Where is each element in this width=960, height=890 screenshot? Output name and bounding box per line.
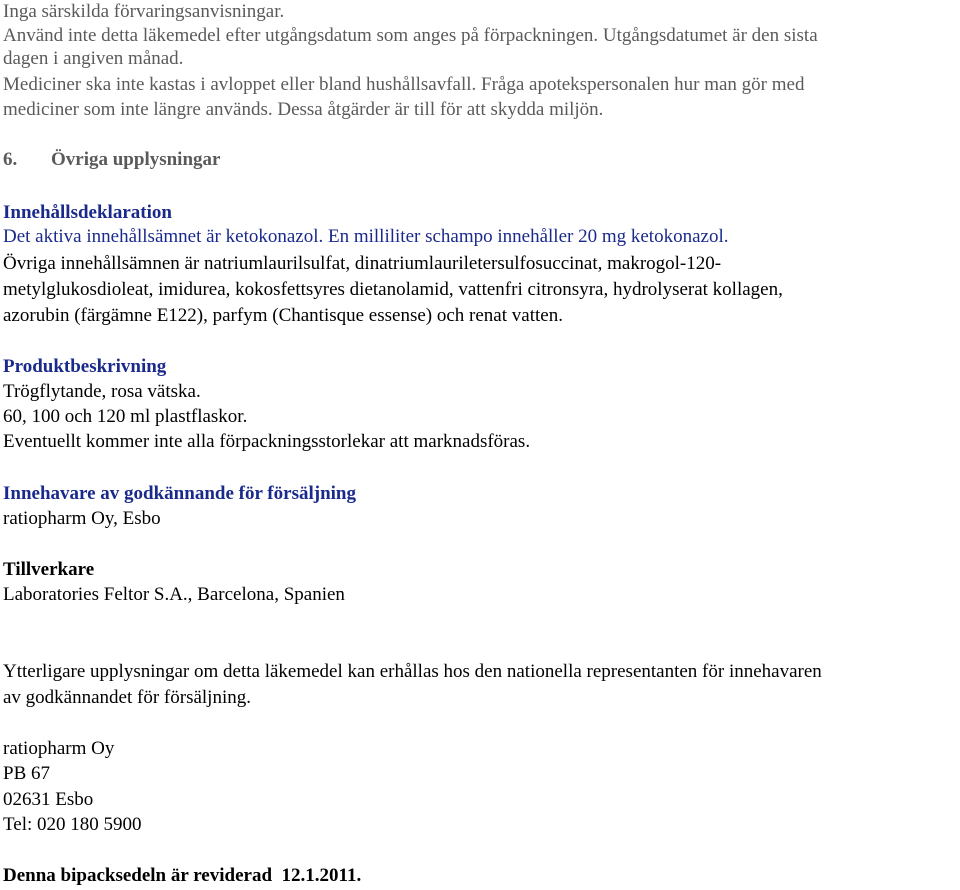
storage-line-1: Inga särskilda förvaringsanvisningar. (3, 1, 285, 22)
description-line-1: Trögflytande, rosa vätska. (3, 381, 201, 402)
description-line-3: Eventuellt kommer inte alla förpackningsstorlekar att marknadsföras. (3, 431, 531, 452)
storage-line-3: dagen i angiven månad. (3, 48, 184, 69)
mah-heading: Innehavare av godkännande för försäljning (3, 483, 356, 504)
address-phone: Tel: 020 180 5900 (3, 814, 142, 835)
mah-value: ratiopharm Oy, Esbo (3, 508, 161, 529)
revision-date: Denna bipacksedeln är reviderad 12.1.2011. (3, 865, 362, 886)
composition-heading: Innehållsdeklaration (3, 202, 172, 223)
section-6-heading (3, 148, 220, 172)
further-info-line-1: Ytterligare upplysningar om detta läkemedel kan erhållas hos den nationella representanten för innehavaren (3, 661, 822, 682)
composition-line-2: Övriga innehållsämnen är natriumlaurilsulfat, dinatriumlauriletersulfosuccinat, makrogol-120- (3, 253, 722, 274)
manufacturer-value: Laboratories Feltor S.A., Barcelona, Spanien (3, 584, 345, 605)
address-city: 02631 Esbo (3, 789, 94, 810)
manufacturer-heading: Tillverkare (3, 559, 95, 580)
section-title: Övriga upplysningar (51, 149, 221, 170)
storage-line-4: Mediciner ska inte kastas i avloppet eller bland hushållsavfall. Fråga apotekspersonalen hur man gör med (3, 74, 805, 95)
description-line-2: 60, 100 och 120 ml plastflaskor. (3, 406, 248, 427)
composition-line-4: azorubin (färgämne E122), parfym (Chantisque essense) och renat vatten. (3, 305, 563, 326)
composition-line-1: Det aktiva innehållsämnet är ketokonazol. En milliliter schampo innehåller 20 mg ketokonazol. (3, 226, 729, 247)
address-box: PB 67 (3, 763, 50, 784)
storage-line-5: mediciner som inte längre används. Dessa åtgärder är till för att skydda miljön. (3, 99, 604, 120)
storage-line-2: Använd inte detta läkemedel efter utgångsdatum som anges på förpackningen. Utgångsdatumet är den sista (3, 25, 818, 46)
address-name: ratiopharm Oy (3, 738, 115, 759)
section-number: 6. (3, 149, 18, 170)
composition-line-3: metylglukosdioleat, imidurea, kokosfettsyres dietanolamid, vattenfri citronsyra, hydrolyserat kollagen, (3, 279, 783, 300)
description-heading: Produktbeskrivning (3, 356, 167, 377)
further-info-line-2: av godkännandet för försäljning. (3, 687, 251, 708)
